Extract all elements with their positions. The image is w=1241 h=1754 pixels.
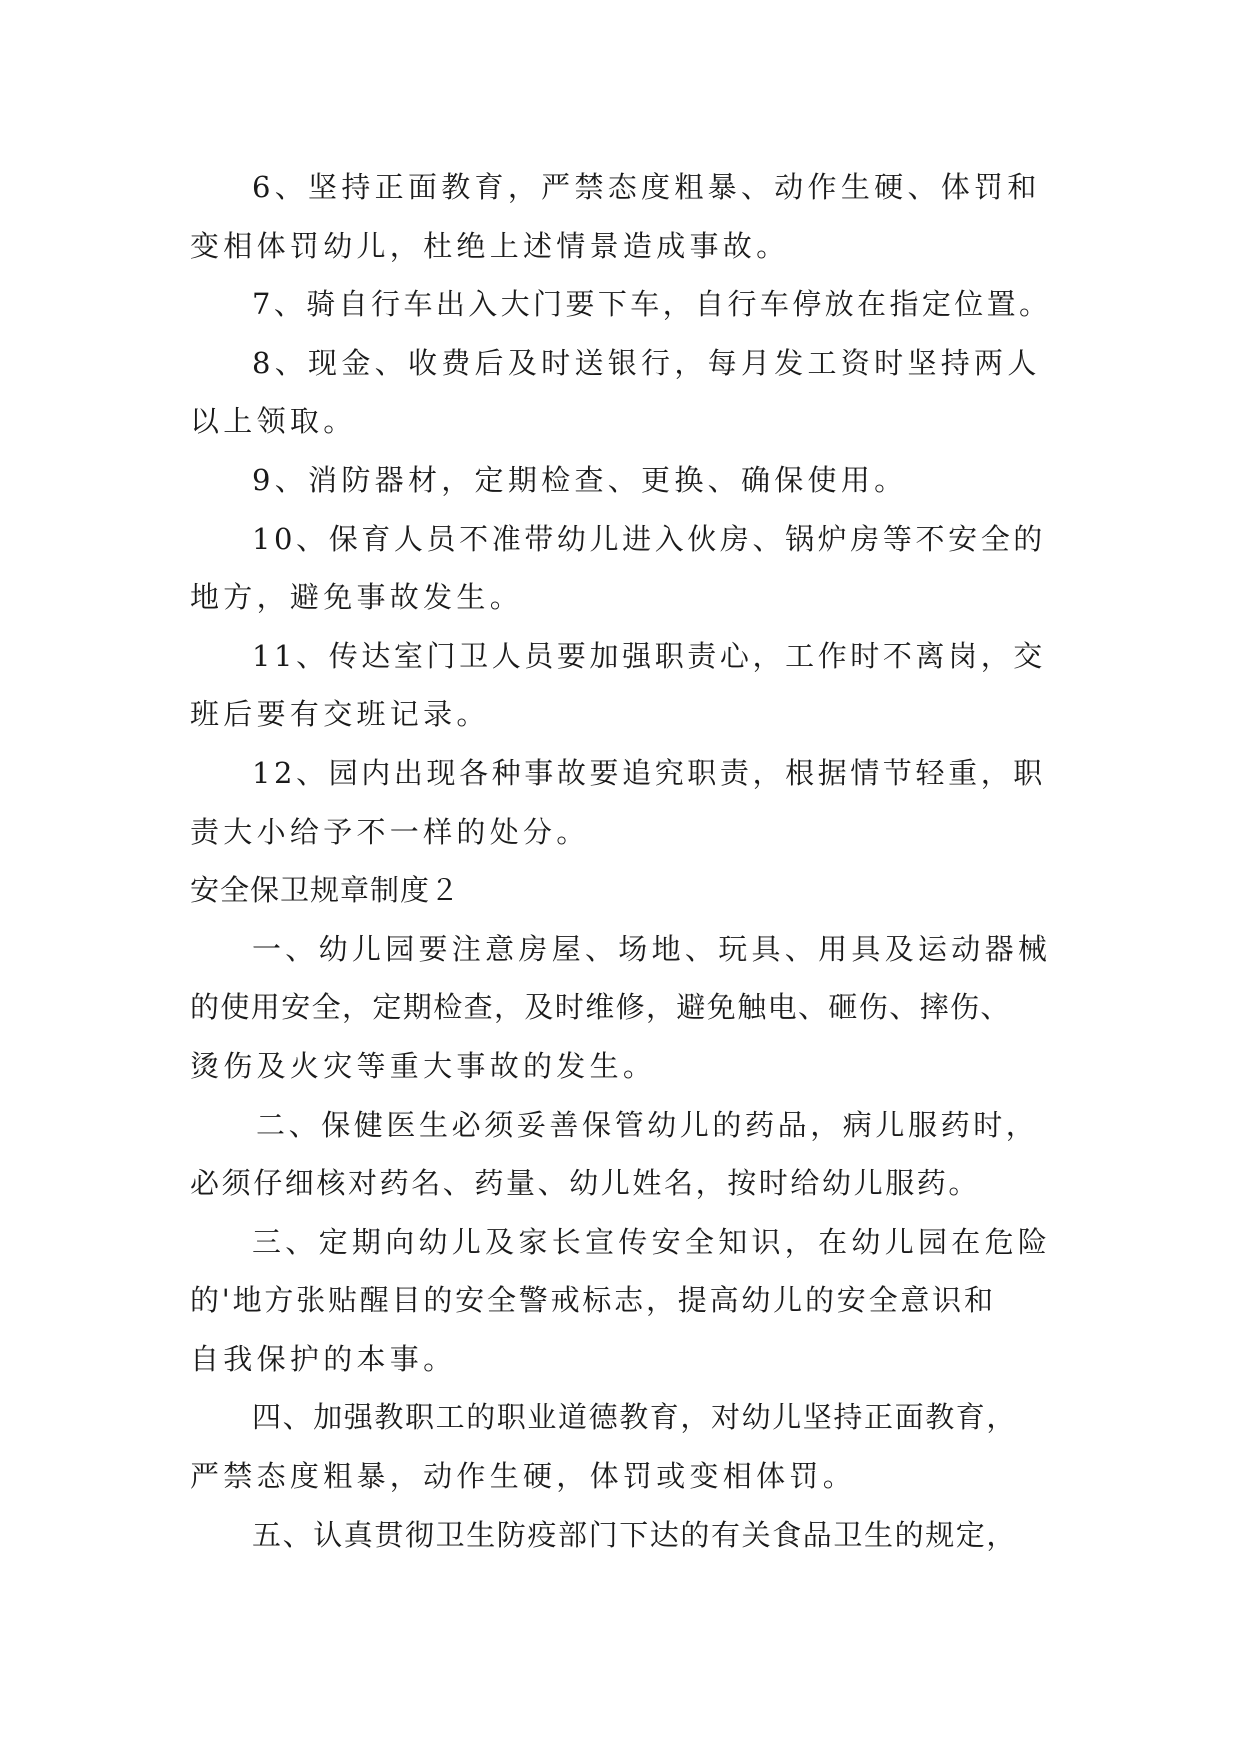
text-line: 烫伤及火灾等重大事故的发生。 (190, 1048, 657, 1083)
text-line: 的使用安全，定期检查，及时维修，避免触电、砸伤、摔伤、 (190, 990, 1011, 1025)
paragraph (190, 1096, 1070, 1213)
text-line: 五、认真贯彻卫生防疫部门下达的有关食品卫生的规定， (252, 1517, 1018, 1552)
paragraph (190, 275, 1070, 334)
text-line: 的'地方张贴醒目的安全警戒标志，提高幼儿的安全意识和 (190, 1283, 996, 1318)
text-line: 必须仔细核对药名、药量、幼儿姓名，按时给幼儿服药。 (190, 1166, 981, 1201)
text-line: 12、园内出现各种事故要追究职责，根据情节轻重，职 (252, 755, 1046, 790)
text-line: 自我保护的本事。 (190, 1341, 457, 1376)
text-line: 变相体罚幼儿，杜绝上述情景造成事故。 (190, 228, 790, 263)
text-line: 二、保健医生必须妥善保管幼儿的药品，病儿服药时， (256, 1107, 1039, 1142)
text-line: 三、定期向幼儿及家长宣传安全知识，在幼儿园在危险 (252, 1224, 1052, 1259)
text-line: 9、消防器材，定期检查、更换、确保使用。 (252, 462, 908, 497)
paragraph (190, 1388, 1070, 1505)
text-line: 8、现金、收费后及时送银行，每月发工资时坚持两人 (252, 345, 1041, 380)
paragraph (190, 334, 1070, 451)
text-line: 以上领取。 (190, 404, 357, 439)
document-page (190, 158, 1070, 1564)
paragraph (190, 1506, 1070, 1565)
text-line: 责大小给予不一样的处分。 (190, 814, 590, 849)
text-line: 四、加强教职工的职业道德教育，对幼儿坚持正面教育， (252, 1400, 1018, 1435)
text-line: 7、骑自行车出入大门要下车，自行车停放在指定位置。 (252, 287, 1052, 322)
text-line: 严禁态度粗暴，动作生硬，体罚或变相体罚。 (190, 1459, 857, 1494)
paragraph (190, 510, 1070, 627)
section-heading: 安全保卫规章制度２ (190, 873, 461, 908)
paragraph (190, 920, 1070, 1096)
text-line: 地方，避免事故发生。 (190, 580, 524, 615)
text-line: 10、保育人员不准带幼儿进入伙房、锅炉房等不安全的 (252, 521, 1046, 556)
text-line: 一、幼儿园要注意房屋、场地、玩具、用具及运动器械 (252, 931, 1052, 966)
paragraph (190, 744, 1070, 861)
paragraph (190, 451, 1070, 510)
paragraph (190, 627, 1070, 744)
text-line: 11、传达室门卫人员要加强职责心，工作时不离岗，交 (252, 638, 1046, 673)
text-line: 6、坚持正面教育，严禁态度粗暴、动作生硬、体罚和 (252, 170, 1041, 204)
paragraph (190, 1213, 1070, 1389)
paragraph (190, 158, 1070, 275)
text-line: 班后要有交班记录。 (190, 697, 490, 732)
